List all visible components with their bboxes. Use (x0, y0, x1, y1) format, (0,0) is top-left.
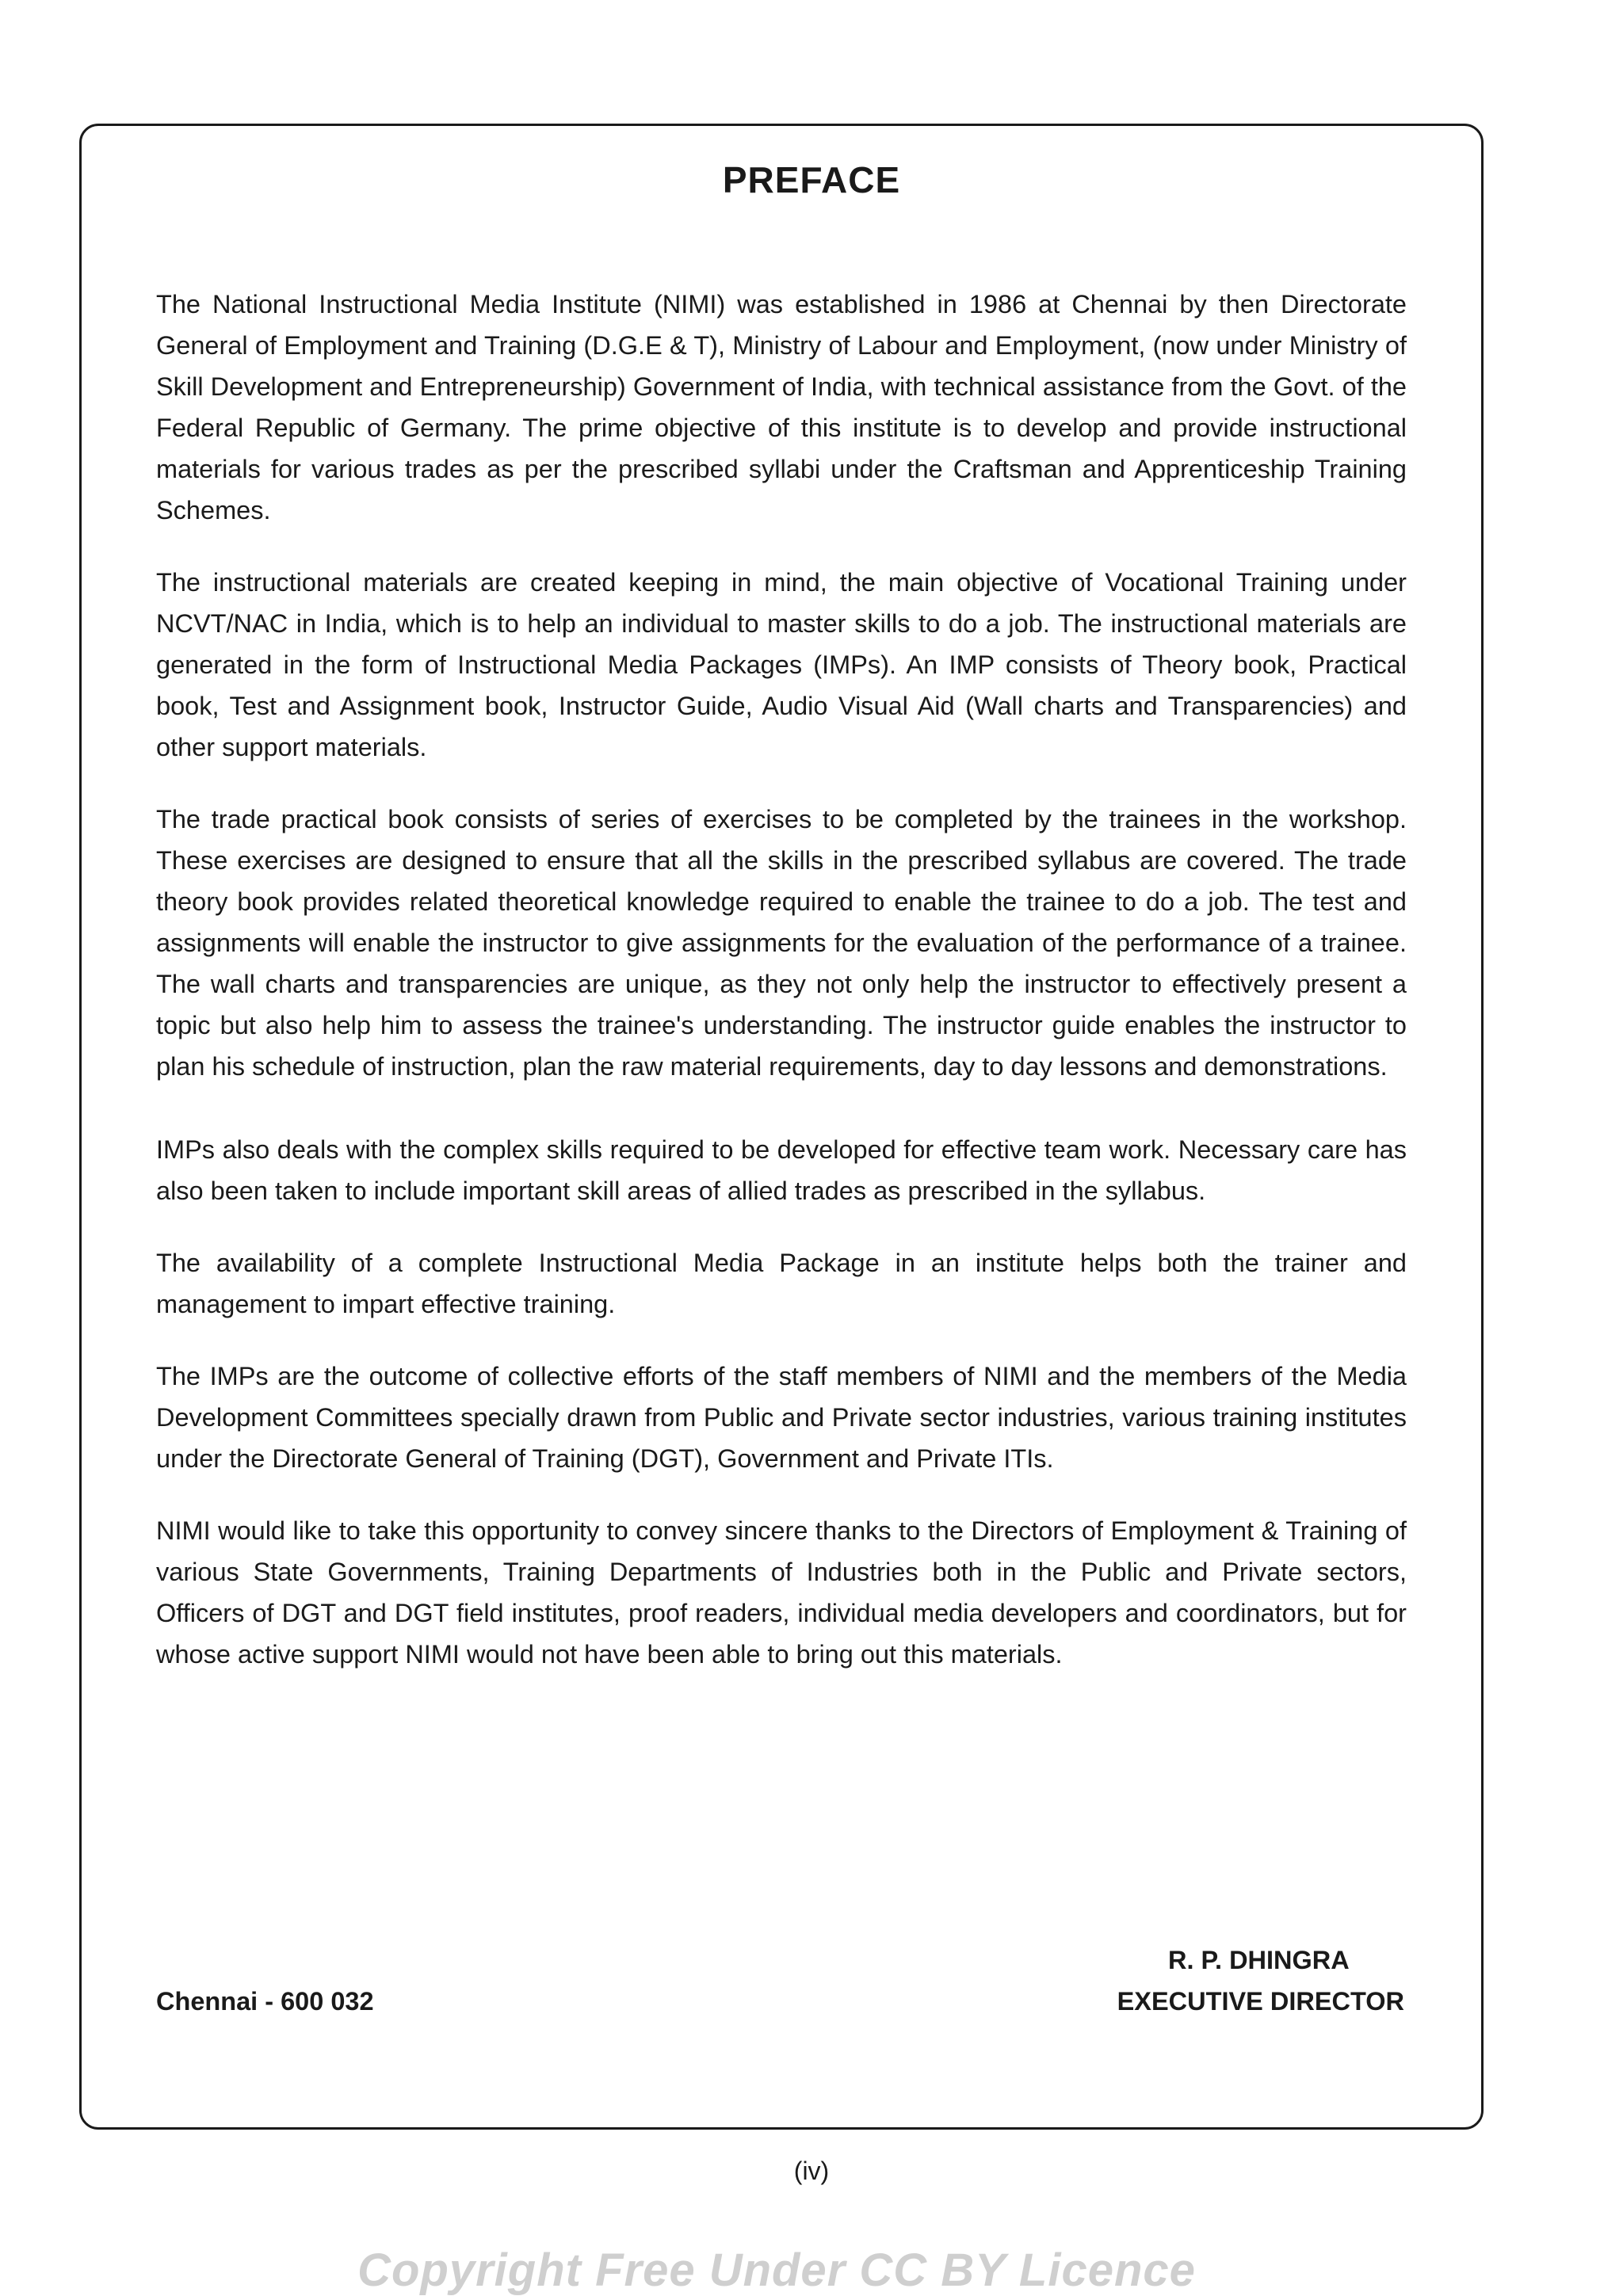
preface-body (156, 284, 1407, 1706)
paragraph-1: The National Instructional Media Institute (NIMI) was established in 1986 at Chennai by then Directorate General of Employment and Training (D.G.E & T), Ministry of Labour and Employment, (now under Ministry of Skill Development and Entrepreneurship) Government of India, with technical assistance from the Govt. of the Federal Republic of Germany. The prime objective of this institute is to develop and provide instructional materials for various trades as per the prescribed syllabi under the Craftsman and Apprenticeship Training Schemes. (156, 290, 1407, 524)
page-title: PREFACE (722, 159, 901, 200)
signatory-name: R. P. DHINGRA (1168, 1946, 1350, 1974)
paragraph-3: The trade practical book consists of series of exercises to be completed by the trainees in the workshop. These exercises are designed to ensure that all the skills in the prescribed syllabus are covered. The trade theory book provides related theoretical knowledge required to enable the trainee to do a job. The test and assignments will enable the instructor to give assignments for the evaluation of the performance of a trainee. The wall charts and transparencies are unique, as they not only help the instructor to effectively present a topic but also help him to assess the trainee's understanding. The instructor guide enables the instructor to plan his schedule of instruction, plan the raw material requirements, day to day lessons and demonstrations. (156, 805, 1407, 1081)
signatory-title: EXECUTIVE DIRECTOR (1117, 1987, 1404, 2016)
page-number: (iv) (793, 2157, 830, 2185)
signatory-place: Chennai - 600 032 (156, 1987, 374, 2016)
paragraph-7: NIMI would like to take this opportunity to convey sincere thanks to the Directors of Employment & Training of various State Governments, Training Departments of Industries both in the Public and Private sectors, Officers of DGT and DGT field institutes, proof readers, individual media developers and coordinators, but for whose active support NIMI would not have been able to bring out this materials. (156, 1516, 1407, 1669)
paragraph-2: The instructional materials are created keeping in mind, the main objective of Vocational Training under NCVT/NAC in India, which is to help an individual to master skills to do a job. The instructional materials are generated in the form of Instructional Media Packages (IMPs). An IMP consists of Theory book, Practical book, Test and Assignment book, Instructor Guide, Audio Visual Aid (Wall charts and Transparencies) and other support materials. (156, 568, 1407, 761)
paragraph-5: The availability of a complete Instructional Media Package in an institute helps both the trainer and management to impart effective training. (156, 1249, 1407, 1318)
copyright-watermark: Copyright Free Under CC BY Licence (357, 2245, 1196, 2296)
paragraph-4: IMPs also deals with the complex skills required to be developed for effective team work. Necessary care has also been taken to include important skill areas of allied trades as prescribed in the syllabus. (156, 1135, 1407, 1205)
paragraph-6: The IMPs are the outcome of collective efforts of the staff members of NIMI and the members of the Media Development Committees specially drawn from Public and Private sector industries, various training institutes under the Directorate General of Training (DGT), Government and Private ITIs. (156, 1362, 1407, 1473)
